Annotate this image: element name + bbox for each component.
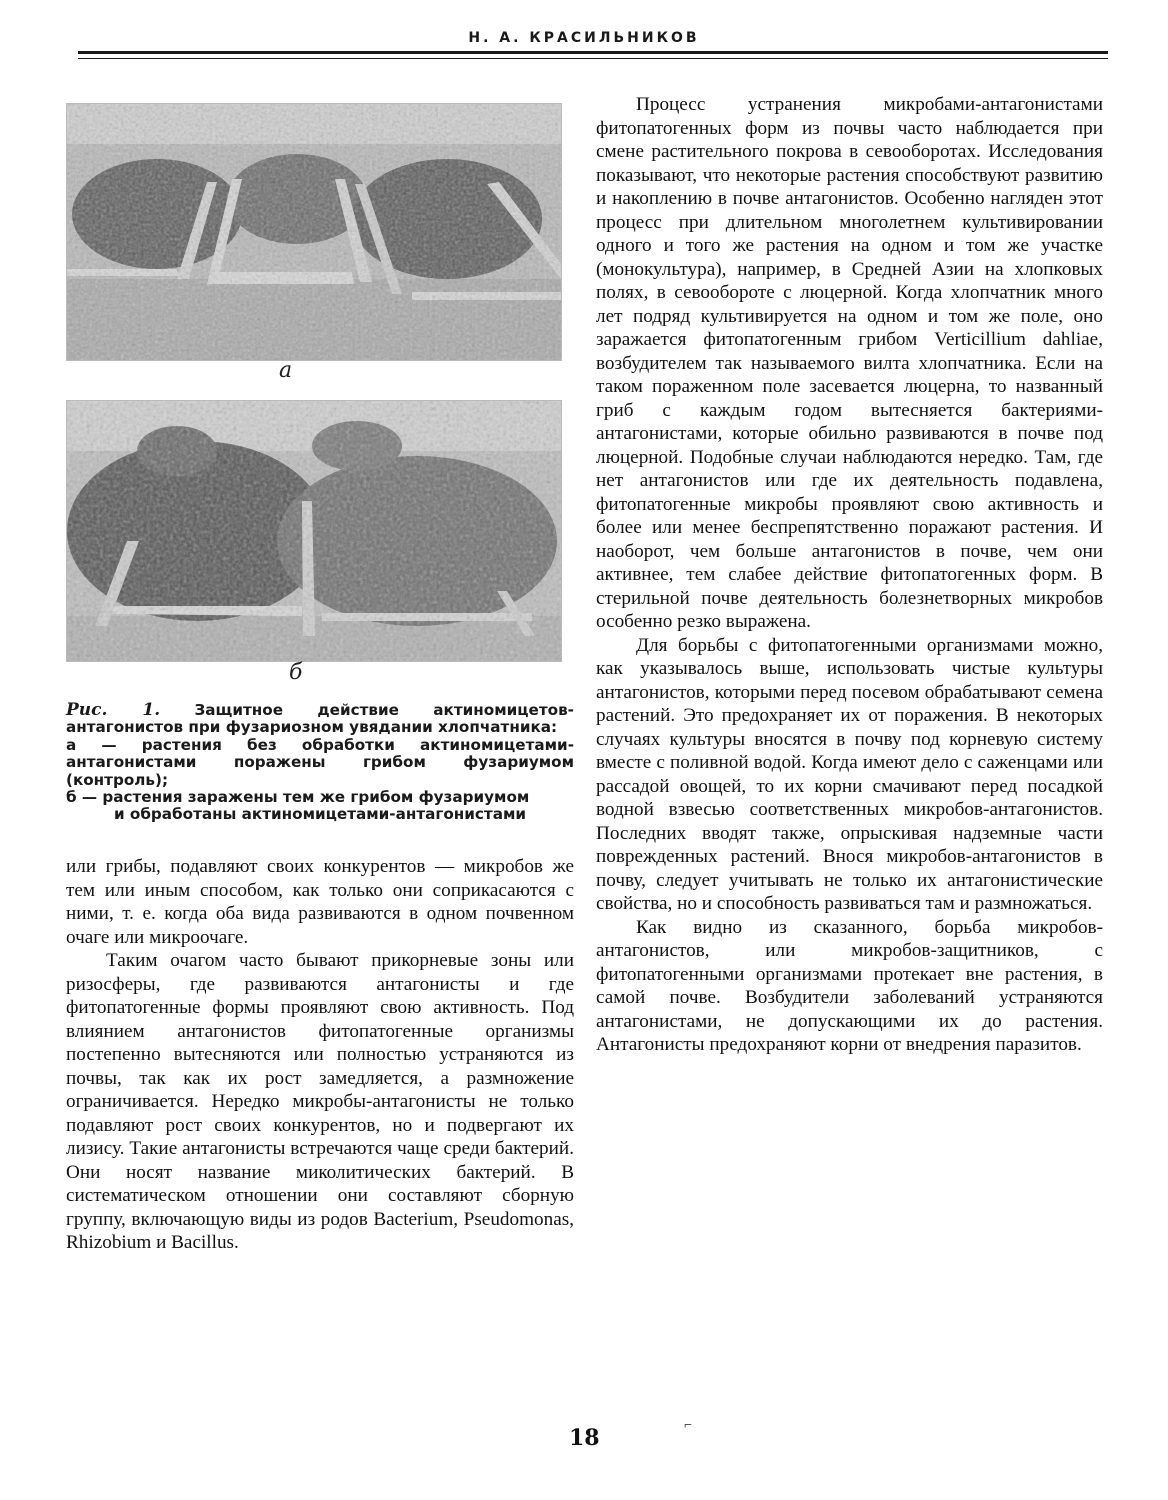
- print-mark-icon: ⌐: [684, 1418, 692, 1433]
- photo-plots-treated-image: [67, 401, 561, 661]
- right-column: [596, 93, 1103, 1057]
- photo-label-b: б: [289, 660, 303, 685]
- figure-caption: [66, 702, 574, 824]
- photo-plots-control-image: [67, 104, 561, 360]
- figure-photo-b: [66, 400, 562, 662]
- paragraph: Как видно из сказанного, борьба микробов-антагонистов, или микробов-защитников, с фитопатогенными организмами протекает вне растения, в самой почве. Возбудители заболеваний устраняются антагонистами, не допускающими их до растения. Антагонисты предохраняют корни от внедрения паразитов.: [596, 916, 1103, 1055]
- caption-line: и обработаны актиномицетами-антагонистами: [113, 805, 527, 824]
- header-rule-thick: [78, 51, 1108, 54]
- paragraph: или грибы, подавляют своих конкурентов — микробов же тем или иным способом, как только они соприкасаются с ними, т. е. когда оба вида развиваются в одном почвенном очаге или микроочаге.: [66, 856, 574, 948]
- caption-line: а — растения без обработки актиномицетами-антагонистами поражены грибом фузариумом (контроль);: [66, 735, 574, 789]
- caption-line: б — растения заражены тем же грибом фузариумом: [66, 788, 530, 807]
- left-column: [66, 855, 574, 1255]
- paragraph: Процесс устранения микробами-антагонистами фитопатогенных форм из почвы часто наблюдается при смене растительного покрова в севооборотах. Исследования показывают, что некоторые растения способствуют развитию и накоплению в почве антагонистов. Особенно нагляден этот процесс при длительном многолетнем культивировании одного и того же растения на одном и том же участке (монокультура), например, в Средней Азии на хлопковых полях, в севообороте с люцерной. Когда хлопчатник много лет подряд культивируется на одном и том же поле, оно заражается фитопатогенным грибом Verticillium dahliae, возбудителем так называемого вилта хлопчатника. Если на таком пораженном поле засевается люцерна, то названный гриб с каждым годом вытесняется бактериями-антагонистами, которые обильно развиваются в почве под люцерной. Подобные случаи наблюдаются нередко. Там, где нет антагонистов или где их деятельность подавлена, фитопатогенные микробы проявляют свою активность и более или менее беспрепятственно поражают растения. И наоборот, чем больше антагонистов в почве, чем они активнее, тем слабее действие фитопатогенных форм. В стерильной почве деятельность болезнетворных микробов особенно резко выражена.: [596, 94, 1103, 632]
- page-number: 18: [569, 1425, 600, 1451]
- caption-line: Рис. 1. Защитное действие актиномицетов-антагонистов при фузариозном увядании хлопчатника:: [66, 700, 574, 737]
- figure-photo-a: [66, 103, 562, 361]
- photo-label-a: а: [279, 358, 293, 383]
- figure-number: Рис. 1.: [66, 700, 161, 720]
- paragraph: Таким очагом часто бывают прикорневые зоны или ризосферы, где развиваются антагонисты и где фитопатогенные формы проявляют свою активность. Под влиянием антагонистов фитопатогенные организмы постепенно вытесняются или полностью устраняются из почвы, так как их рост замедляется, а размножение ограничивается. Нередко микробы-антагонисты не только подавляют рост своих конкурентов, но и подвергают их лизису. Такие антагонисты встречаются чаще среди бактерий. Они носят название миколитических бактерий. В систематическом отношении они составляют сборную группу, включающую виды из родов Bacterium, Pseudomonas, Rhizobium и Bacillus.: [66, 950, 574, 1253]
- running-head: Н. А. КРАСИЛЬНИКОВ: [468, 30, 700, 46]
- header-rule-thin: [78, 58, 1108, 59]
- paragraph: Для борьбы с фитопатогенными организмами можно, как указывалось выше, использовать чистые культуры антагонистов, которыми перед посевом обрабатывают семена растений. Это предохраняет их от поражения. В некоторых случаях культуры вносятся в почву под корневую систему вместе с поливной водой. Когда имеют дело с саженцами или рассадой овощей, то их корни смачивают перед посадкой водной взвесью соответственных микробов-антагонистов. Последних вводят также, опрыскивая надземные части поврежденных растений. Внося микробов-антагонистов в почву, следует учитывать не только их антагонистические свойства, но и способность развиваться там и размножаться.: [596, 634, 1103, 914]
